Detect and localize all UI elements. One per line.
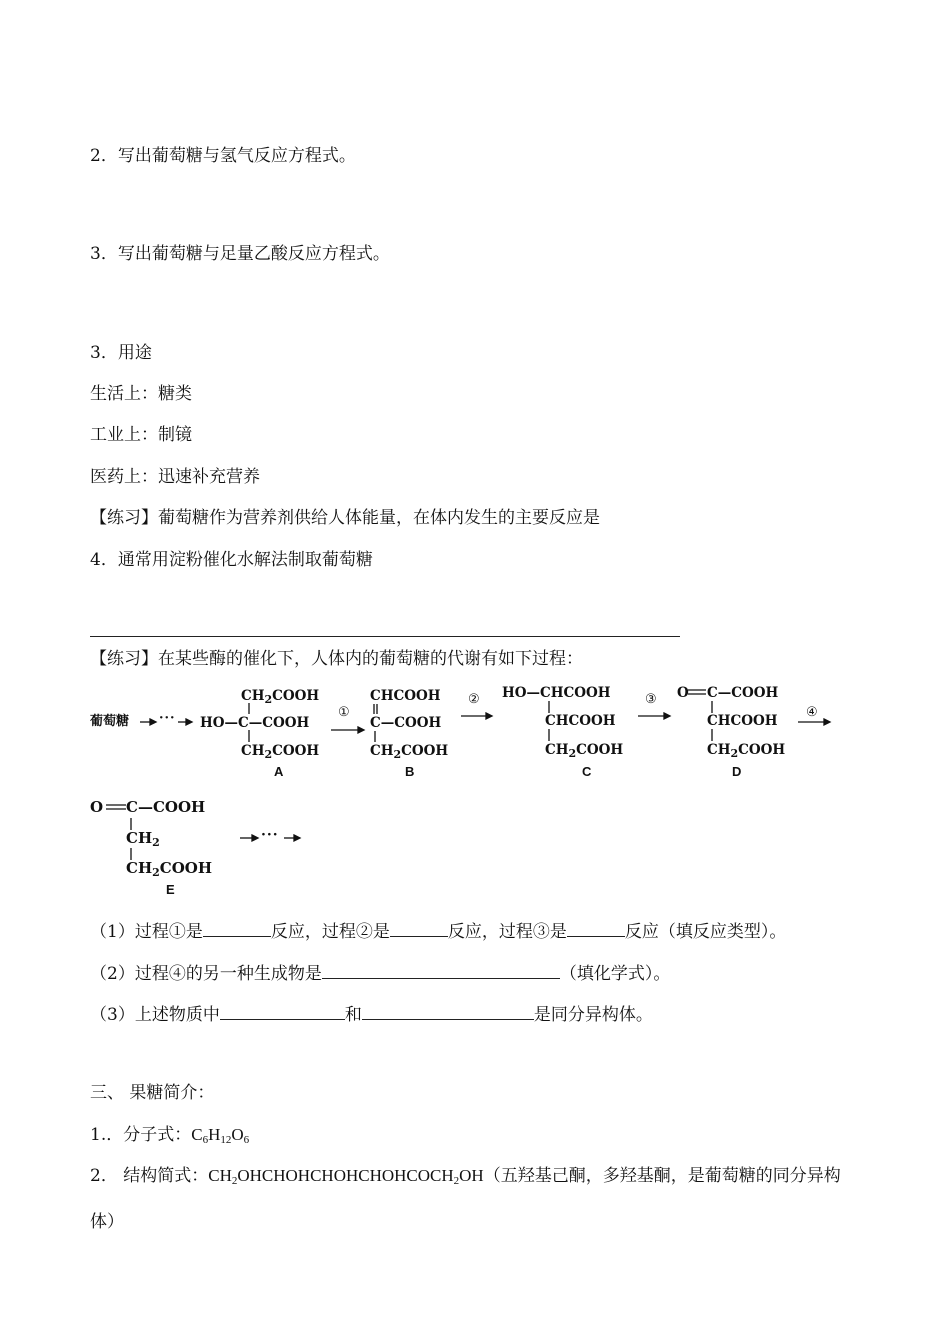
item-acetic-acid-reaction: 3．写出葡萄糖与足量乙酸反应方程式。: [90, 244, 390, 264]
compound-b-mid: C—COOH: [370, 715, 442, 731]
blank-process-2[interactable]: [390, 918, 448, 937]
compound-d-mid: CHCOOH: [707, 713, 778, 729]
step-4-label: ④: [806, 705, 818, 720]
step-2-label: ②: [468, 692, 480, 707]
compound-e-bottom: $CH_2COOH$: [126, 859, 213, 879]
compound-c-bottom: $CH_2COOH$: [545, 742, 624, 760]
compound-c-mid: CHCOOH: [545, 713, 616, 729]
step-3-label: ③: [645, 692, 657, 707]
use-industry: 工业上：制镜: [90, 425, 192, 445]
fructose-heading: 三、 果糖简介：: [90, 1083, 215, 1103]
use-medicine: 医药上：迅速补充营养: [90, 467, 260, 487]
compound-a-bottom: $CH_2COOH$: [241, 743, 320, 761]
compound-d-o: O: [677, 685, 689, 701]
label-a: A: [274, 764, 284, 779]
compound-d-top: C—COOH: [707, 685, 779, 701]
compound-c-top: HO—CHCOOH: [502, 685, 611, 701]
blank-isomer-2[interactable]: [362, 1001, 534, 1020]
label-d: D: [732, 764, 742, 779]
compound-b-bottom: $CH_2COOH$: [370, 743, 449, 761]
compound-b-top: CHCOOH: [370, 688, 441, 704]
label-e: E: [166, 882, 175, 897]
item-hydrogen-reaction: 2．写出葡萄糖与氢气反应方程式。: [90, 146, 356, 166]
compound-e-mid: $CH_2$: [126, 829, 160, 849]
question-3: （3）上述物质中 和 是同分异构体。: [90, 1001, 653, 1026]
compound-a-top: $CH_2COOH$: [241, 688, 320, 706]
uses-heading: 3．用途: [90, 343, 152, 363]
compound-e-top: C—COOH: [126, 798, 206, 816]
e-dots: ···: [261, 827, 279, 843]
practice-metabolism-intro: 【练习】在某些酶的催化下，人体内的葡萄糖的代谢有如下过程：: [90, 649, 583, 669]
label-b: B: [405, 764, 415, 779]
fructose-formula: 1.．分子式：$C_6H_{12}O_6$: [90, 1125, 250, 1146]
question-1: （1）过程①是 反应，过程②是 反应，过程③是 反应（填反应类型）。: [90, 918, 786, 943]
blank-process-3[interactable]: [567, 918, 625, 937]
start-dots: ···: [159, 711, 176, 726]
compound-a-mid: HO—C—COOH: [200, 715, 310, 731]
fructose-structure-cont: 体）: [90, 1212, 124, 1232]
step-1-label: ①: [338, 705, 350, 720]
fructose-structure: 2． 结构简式：$CH_2OHCHOHCHOHCHOHCOCH_2OH$（五羟基己酮，多羟基酮，是葡萄糖的同分异构: [90, 1166, 841, 1187]
use-life: 生活上：糖类: [90, 384, 192, 404]
structural-formula: $CH_2OHCHOHCHOHCHOHCOCH_2OH$: [208, 1166, 484, 1187]
compound-d-bottom: $CH_2COOH$: [707, 742, 786, 760]
item-starch-hydrolysis: 4．通常用淀粉催化水解法制取葡萄糖: [90, 550, 373, 570]
blank-byproduct[interactable]: [322, 960, 560, 979]
practice-energy: 【练习】葡萄糖作为营养剂供给人体能量，在体内发生的主要反应是: [90, 508, 600, 528]
compound-e-o: O: [90, 798, 104, 816]
label-c: C: [582, 764, 592, 779]
question-2: （2）过程④的另一种生成物是 （填化学式）。: [90, 960, 670, 985]
molecular-formula: $C_6H_{12}O_6$: [191, 1125, 250, 1146]
glucose-start: 葡萄糖: [90, 714, 130, 729]
blank-isomer-1[interactable]: [220, 1001, 345, 1020]
blank-process-1[interactable]: [203, 918, 271, 937]
